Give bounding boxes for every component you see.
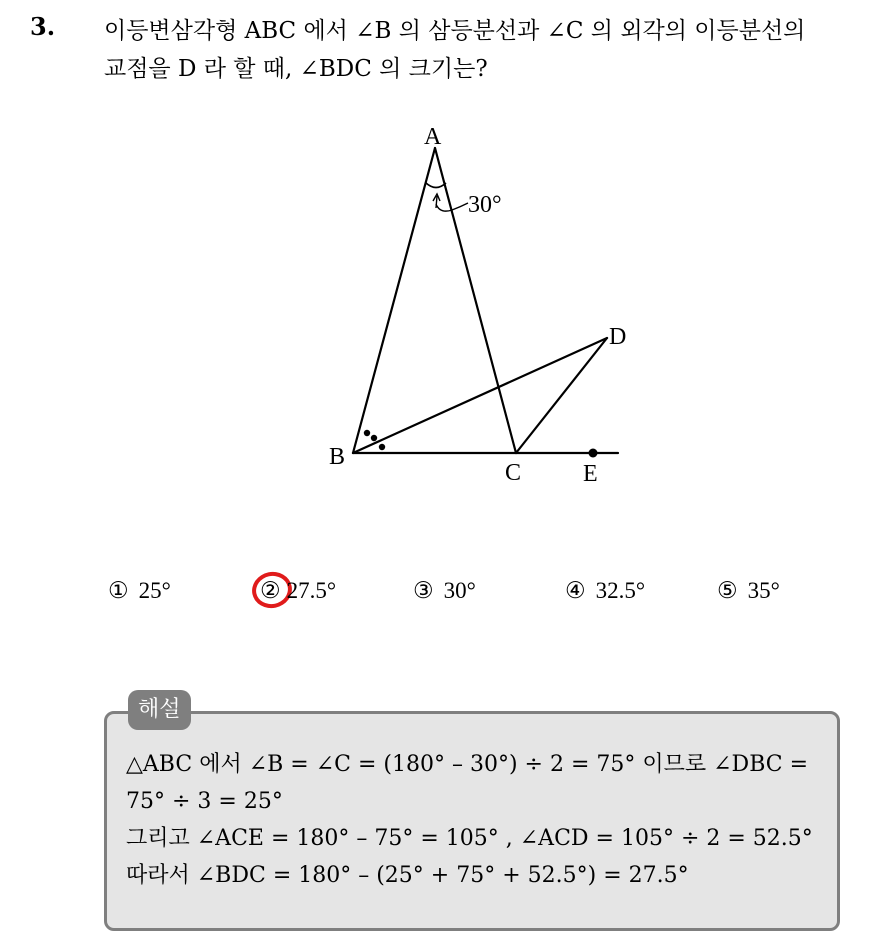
choice-number: ② xyxy=(260,578,281,603)
choice-3[interactable] xyxy=(413,578,476,604)
angle-mark-dot xyxy=(371,435,377,441)
choice-1[interactable] xyxy=(108,578,171,604)
choice-value: 32.5° xyxy=(595,578,646,603)
label-angle: 30° xyxy=(468,192,502,218)
segment-bd xyxy=(353,338,607,453)
question-line-1: 이등변삼각형 ABC 에서 ∠B 의 삼등분선과 ∠C 의 외각의 이등분선의 xyxy=(104,18,806,44)
choice-value: 27.5° xyxy=(286,578,337,603)
label-e: E xyxy=(583,461,598,487)
choice-value: 35° xyxy=(747,578,780,603)
choice-5[interactable] xyxy=(717,578,780,604)
choice-number: ① xyxy=(108,578,129,603)
answer-choices xyxy=(0,572,884,612)
choice-value: 25° xyxy=(138,578,171,603)
label-d: D xyxy=(609,324,627,350)
solution-tab: 해설 xyxy=(128,690,191,730)
solution-line-1: △ABC 에서 ∠B = ∠C = (180° – 30°) ÷ 2 = 75° 이므로 ∠DBC = xyxy=(126,752,809,777)
label-b: B xyxy=(329,444,346,470)
solution-text xyxy=(126,746,813,894)
solution-line-3: 그리고 ∠ACE = 180° – 75° = 105° , ∠ACD = 105° ÷ 2 = 52.5° xyxy=(126,826,813,851)
choice-4[interactable] xyxy=(565,578,645,604)
choice-number: ⑤ xyxy=(717,578,738,603)
point-e xyxy=(589,449,598,458)
solution-line-4: 따라서 ∠BDC = 180° – (25° + 75° + 52.5°) = 27.5° xyxy=(126,863,689,888)
choice-number: ③ xyxy=(413,578,434,603)
solution-line-2: 75° ÷ 3 = 25° xyxy=(126,789,283,814)
choice-2[interactable] xyxy=(260,578,336,604)
question-line-2: 교점을 D 라 할 때, ∠BDC 의 크기는? xyxy=(104,56,488,82)
choice-value: 30° xyxy=(443,578,476,603)
question-number: 3. xyxy=(30,12,56,41)
label-c: C xyxy=(505,460,522,486)
angle-arc-a xyxy=(426,183,446,188)
angle-mark-dot xyxy=(379,444,385,450)
segment-cd xyxy=(516,338,607,453)
segment-ab xyxy=(353,148,435,453)
label-a: A xyxy=(424,124,442,150)
angle-leader xyxy=(436,203,468,211)
choice-number: ④ xyxy=(565,578,586,603)
angle-mark-dot xyxy=(364,430,370,436)
